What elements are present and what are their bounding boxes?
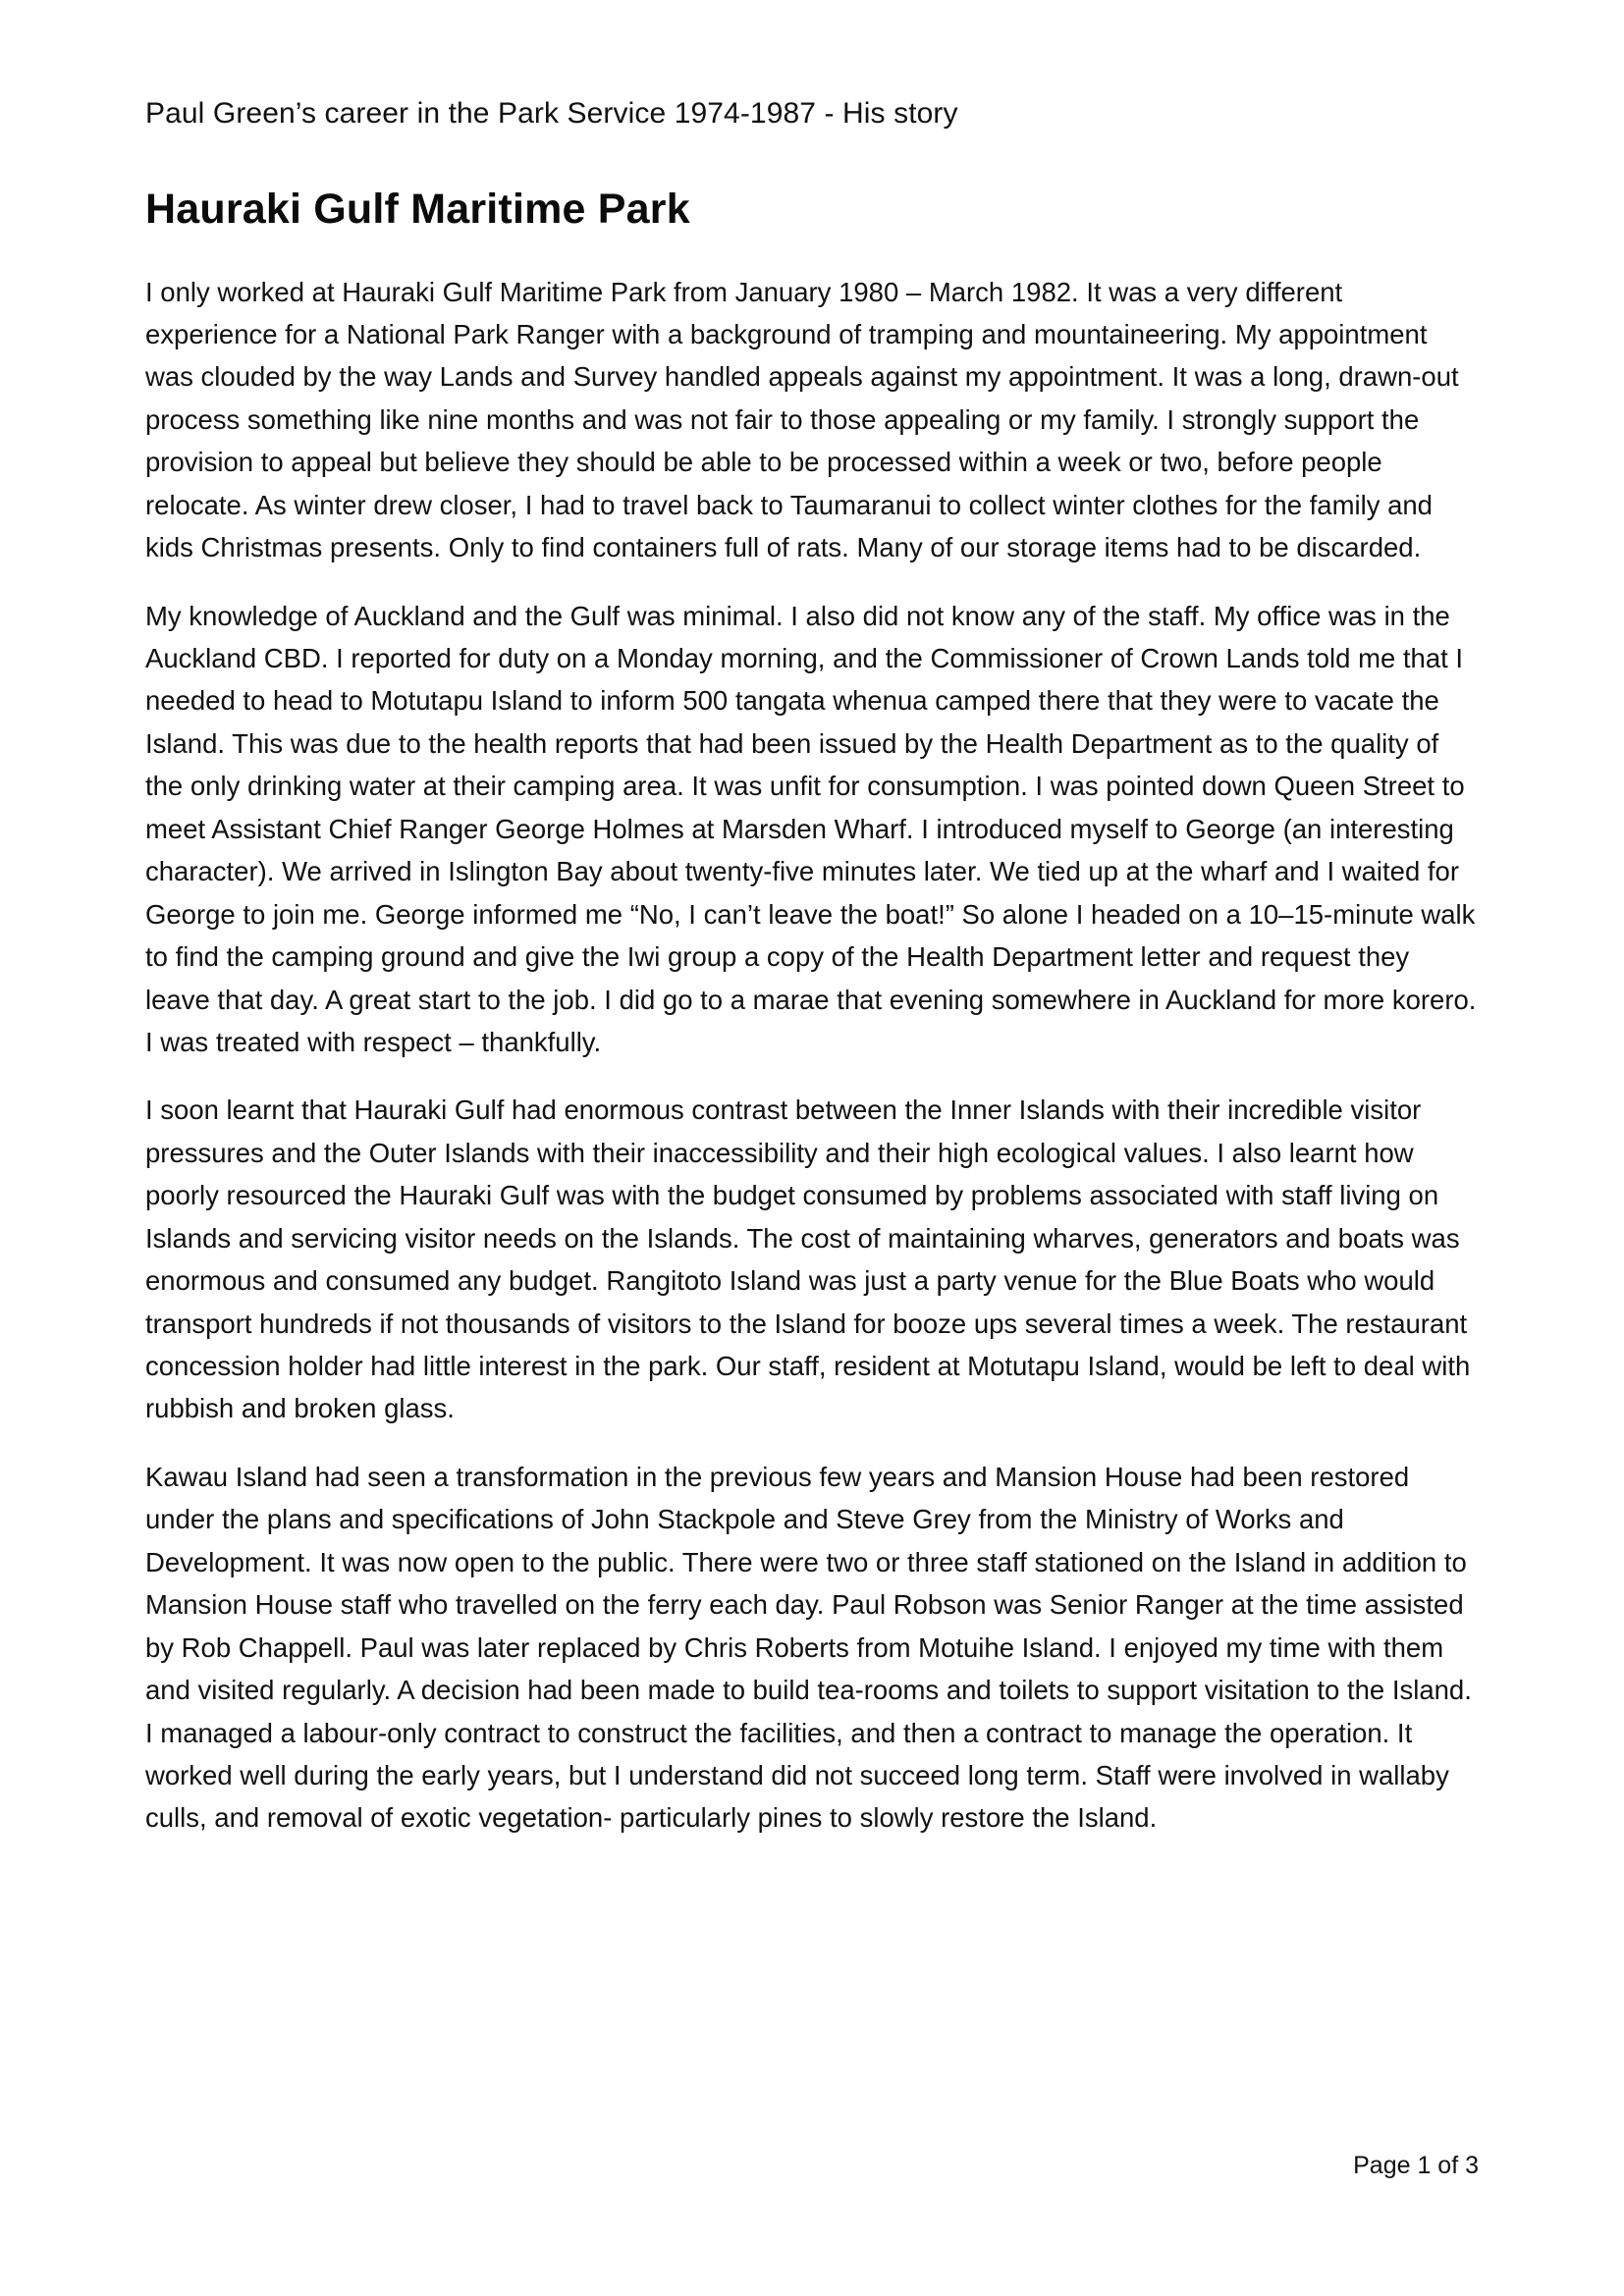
document-header: Paul Green’s career in the Park Service 1974-1987 - His story [145, 97, 958, 130]
body-paragraph: I only worked at Hauraki Gulf Maritime Park from January 1980 – March 1982. It was a very different experience for a National Park Ranger with a background of tramping and mountaineering. My appointment was clouded by the way Lands and Survey handled appeals against my appointment. It was a long, drawn-out process something like nine months and was not fair to those appealing or my family. I strongly support the provision to appeal but believe they should be able to be processed within a week or two, before people relocate. As winter drew closer, I had to travel back to Taumaranui to collect winter clothes for the family and kids Christmas presents. Only to find containers full of rats. Many of our storage items had to be discarded. [145, 276, 1459, 563]
page-footer: Page 1 of 3 [1353, 2152, 1479, 2179]
page-title: Hauraki Gulf Maritime Park [145, 185, 690, 233]
body-paragraph: I soon learnt that Hauraki Gulf had enormous contrast between the Inner Islands with their incredible visitor pressures and the Outer Islands with their inaccessibility and their high ecological values. I also learnt how poorly resourced the Hauraki Gulf was with the budget consumed by problems associated with staff living on Islands and servicing visitor needs on the Islands. The cost of maintaining wharves, generators and boats was enormous and consumed any budget. Rangitoto Island was just a party venue for the Blue Boats who would transport hundreds if not thousands of visitors to the Island for booze ups several times a week. The restaurant concession holder had little interest in the park. Our staff, resident at Motutapu Island, would be left to deal with rubbish and broken glass. [145, 1095, 1471, 1424]
body-paragraph: My knowledge of Auckland and the Gulf was minimal. I also did not know any of the staff. My office was in the Auckland CBD. I reported for duty on a Monday morning, and the Commissioner of Crown Lands told me that I needed to head to Motutapu Island to inform 500 tangata whenua camped there that they were to vacate the Island. This was due to the health reports that had been issued by the Health Department as to the quality of the only drinking water at their camping area. It was unfit for consumption. I was pointed down Queen Street to meet Assistant Chief Ranger George Holmes at Marsden Wharf. I introduced myself to George (an interesting character). We arrived in Islington Bay about twenty-five minutes later. We tied up at the wharf and I waited for George to join me. George informed me “No, I can’t leave the boat!” So alone I headed on a 10–15-minute walk to find the camping ground and give the Iwi group a copy of the Health Department letter and request they leave that day. A great start to the job. I did go to a marae that evening somewhere in Auckland for more korero. I was treated with respect – thankfully. [145, 600, 1477, 1057]
body-paragraph: Kawau Island had seen a transformation in the previous few years and Mansion House had been restored under the plans and specifications of John Stackpole and Steve Grey from the Ministry of Works and Development. It was now open to the public. There were two or three staff stationed on the Island in addition to Mansion House staff who travelled on the ferry each day. Paul Robson was Senior Ranger at the time assisted by Rob Chappell. Paul was later replaced by Chris Roberts from Motuihe Island. I enjoyed my time with them and visited regularly. A decision had been made to build tea-rooms and toilets to support visitation to the Island. I managed a labour-only contract to construct the facilities, and then a contract to manage the operation. It worked well during the early years, but I understand did not succeed long term. Staff were involved in wallaby culls, and removal of exotic vegetation- particularly pines to slowly restore the Island. [145, 1461, 1472, 1834]
